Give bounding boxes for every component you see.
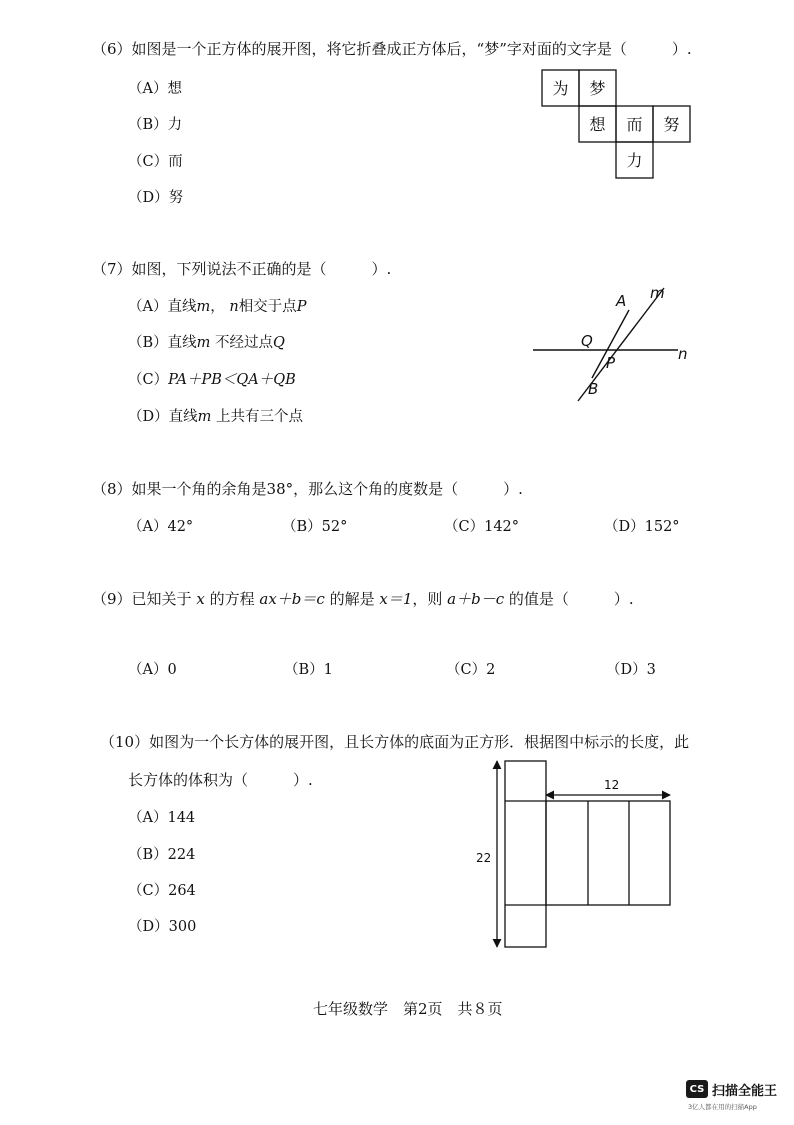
label-line-n: n [678, 345, 688, 363]
question-6-option-c: （C）而 [128, 154, 183, 170]
question-7-stem: （7）如图，下列说法不正确的是（ ）. [92, 260, 392, 278]
camscanner-subtitle: 3亿人都在用的扫描App [688, 1103, 757, 1111]
net-cell-1: 为 [552, 79, 569, 98]
label-point-q: Q [581, 332, 593, 350]
net-cell-4: 而 [626, 115, 643, 134]
net-cell-2: 梦 [589, 79, 606, 98]
net-cell-6: 力 [626, 151, 643, 170]
question-6-stem: （6）如图是一个正方体的展开图，将它折叠成正方体后，“梦”字对面的文字是（ ）. [92, 40, 692, 58]
dimension-height-label: 22 [476, 851, 492, 865]
net-cell-3: 想 [589, 115, 606, 134]
question-9-stem: （9）已知关于 x 的方程 ax＋b＝c 的解是 x＝1，则 a＋b－c 的值是（ ）. [92, 590, 634, 608]
net-cell-5: 努 [663, 115, 680, 134]
question-9-option-c: （C）2 [446, 662, 496, 678]
question-10-option-c: （C）264 [128, 883, 196, 899]
question-6-option-a: （A）想 [128, 81, 182, 97]
question-6-option-d: （D）努 [128, 190, 184, 206]
question-10-option-d: （D）300 [128, 919, 197, 935]
question-10-option-a: （A）144 [128, 810, 196, 826]
question-8-option-a: （A）42° [128, 519, 194, 535]
cube-net-figure [540, 68, 692, 180]
dimension-width-label: 12 [604, 778, 620, 792]
question-9-option-a: （A）0 [128, 662, 177, 678]
lines-figure [528, 280, 698, 405]
question-10-stem-line1: （10）如图为一个长方体的展开图，且长方体的底面为正方形．根据图中标示的长度，此 [100, 733, 690, 751]
question-10-option-b: （B）224 [128, 847, 196, 863]
question-10-stem-line2: 长方体的体积为（ ）. [128, 771, 313, 789]
label-line-m: m [650, 284, 665, 302]
question-7-option-c: （C）PA＋PB＜QA＋QB [128, 372, 296, 388]
label-point-b: B [588, 380, 599, 398]
question-8-stem: （8）如果一个角的余角是38°，那么这个角的度数是（ ）. [92, 480, 523, 498]
question-7-option-a: （A）直线m， n相交于点P [128, 299, 307, 315]
label-point-p: P [606, 354, 616, 372]
label-point-a: A [616, 292, 627, 310]
question-9-option-b: （B）1 [284, 662, 333, 678]
question-9-option-d: （D）3 [606, 662, 656, 678]
camscanner-logo: CS [686, 1080, 708, 1098]
cuboid-net-figure [470, 755, 680, 955]
question-6-option-b: （B）力 [128, 117, 183, 133]
page-footer: 七年级数学 第2页 共８页 [313, 1000, 503, 1018]
question-8-option-c: （C）142° [444, 519, 520, 535]
question-7-option-d: （D）直线m 上共有三个点 [128, 409, 303, 425]
camscanner-title: 扫描全能王 [712, 1084, 778, 1099]
question-7-option-b: （B）直线m 不经过点Q [128, 335, 285, 351]
question-8-option-b: （B）52° [282, 519, 348, 535]
question-8-option-d: （D）152° [604, 519, 680, 535]
